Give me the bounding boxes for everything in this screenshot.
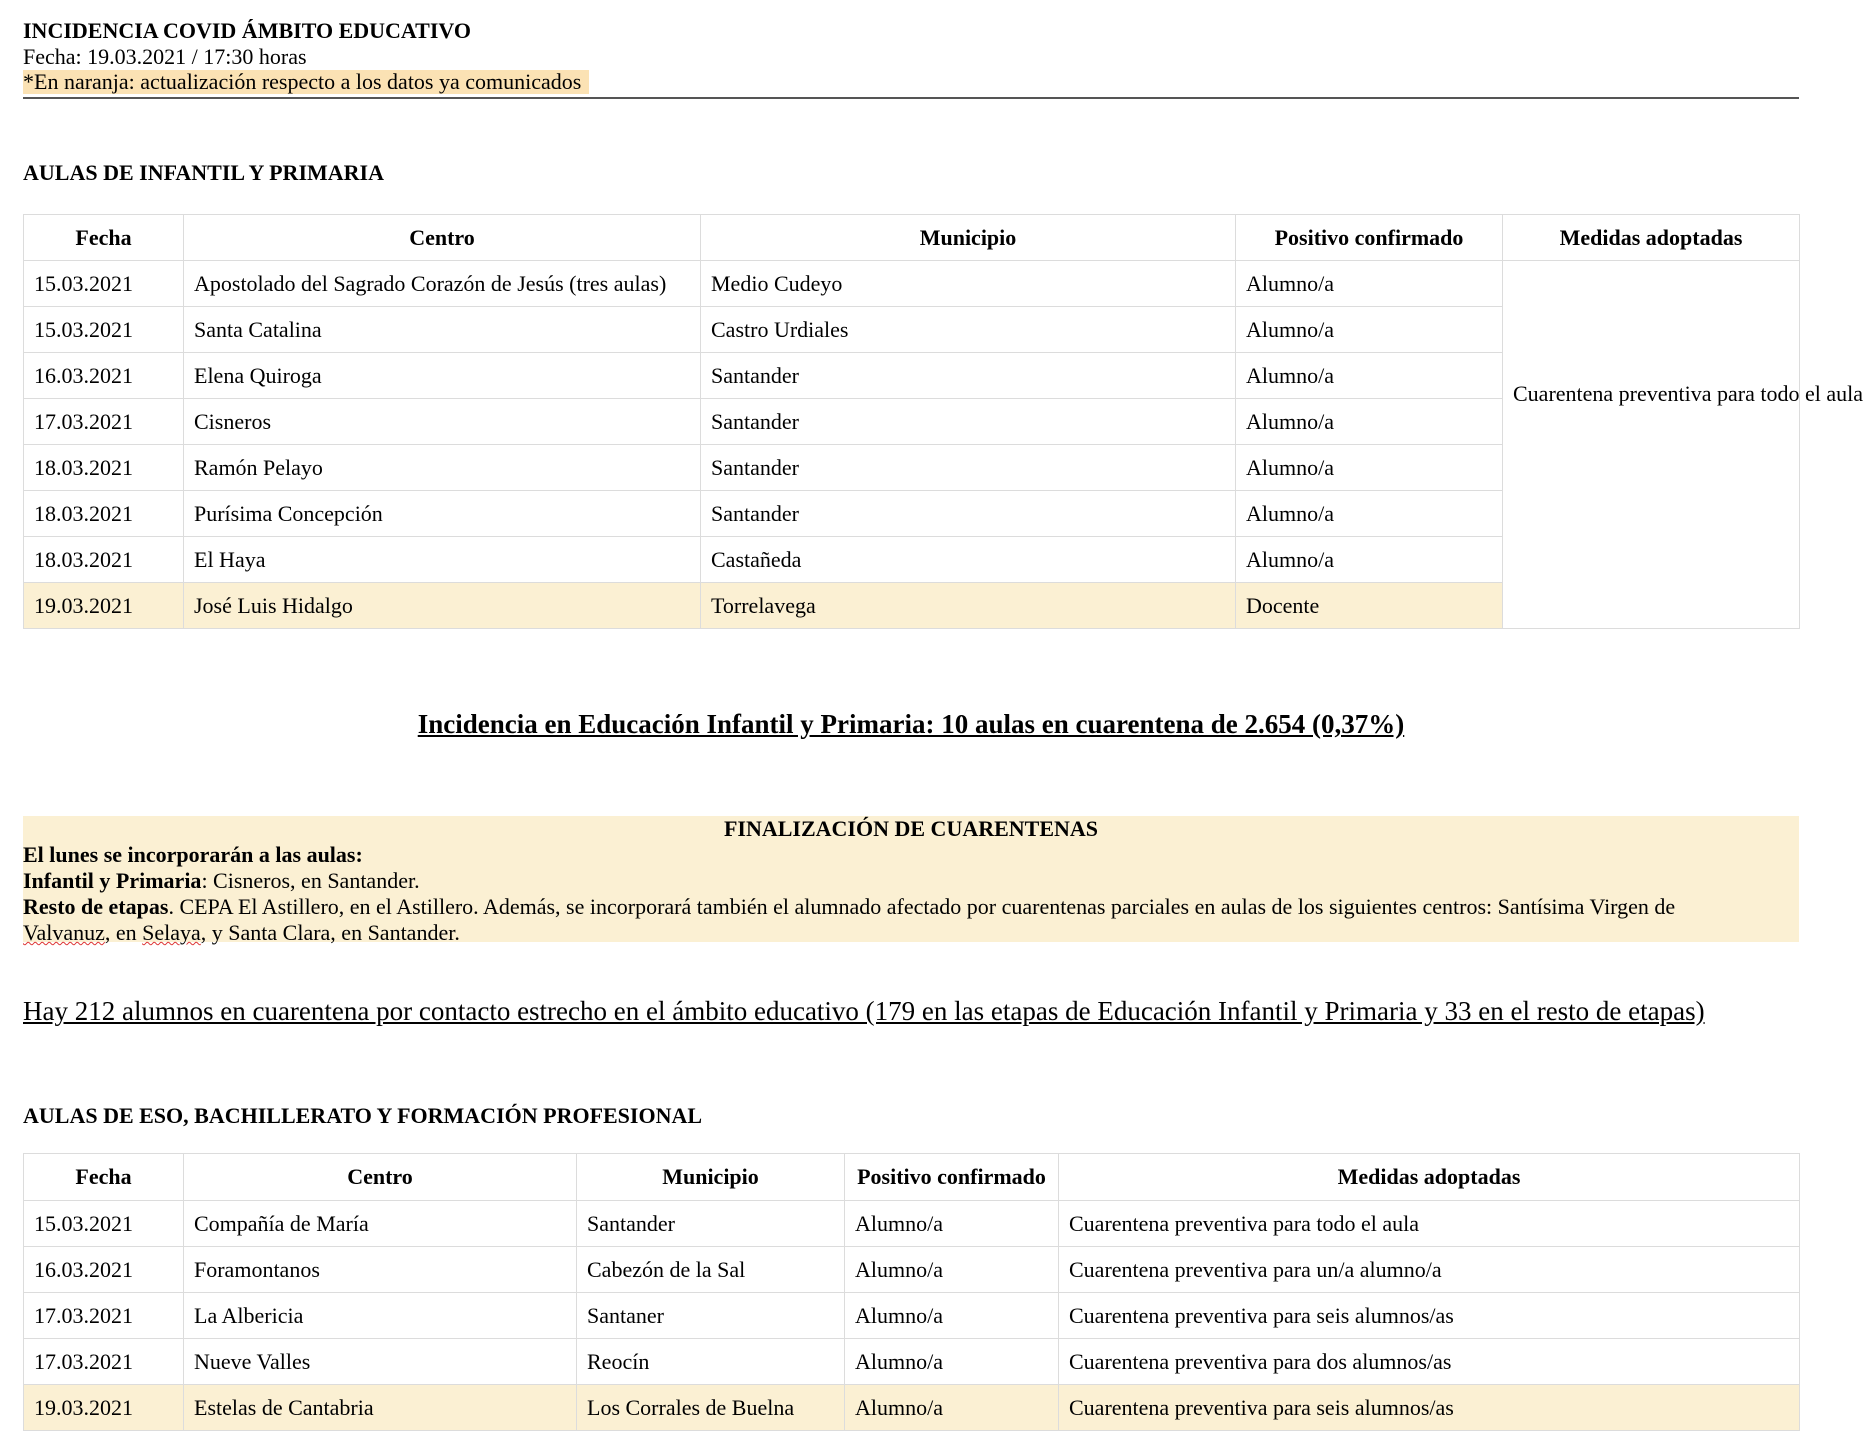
col-header-medidas: Medidas adoptadas bbox=[1059, 1154, 1800, 1201]
cell-positivo: Alumno/a bbox=[1236, 261, 1503, 307]
table-row bbox=[24, 1247, 1800, 1293]
infantil-label: Infantil y Primaria bbox=[23, 868, 202, 893]
cell-fecha: 18.03.2021 bbox=[24, 491, 184, 537]
cell-fecha: 16.03.2021 bbox=[24, 1247, 184, 1293]
col-header-positivo: Positivo confirmado bbox=[845, 1154, 1059, 1201]
resto-text-3: , y Santa Clara, en Santander. bbox=[200, 920, 460, 945]
cell-municipio: Castro Urdiales bbox=[701, 307, 1236, 353]
cell-centro: La Albericia bbox=[184, 1293, 577, 1339]
resto-text-2: , en bbox=[104, 920, 143, 945]
finalizacion-resto bbox=[23, 894, 1799, 946]
cell-municipio: Los Corrales de Buelna bbox=[577, 1385, 845, 1431]
cell-municipio: Santander bbox=[701, 353, 1236, 399]
cell-municipio: Santander bbox=[701, 491, 1236, 537]
cell-fecha: 17.03.2021 bbox=[24, 1339, 184, 1385]
table-header-row bbox=[24, 1154, 1800, 1201]
finalizacion-intro: El lunes se incorporarán a las aulas: bbox=[23, 842, 363, 867]
cell-centro: Apostolado del Sagrado Corazón de Jesús (tres aulas) bbox=[184, 261, 701, 307]
col-header-positivo: Positivo confirmado bbox=[1236, 215, 1503, 261]
cell-fecha: 19.03.2021 bbox=[24, 1385, 184, 1431]
finalizacion-infantil bbox=[23, 868, 1799, 894]
cell-positivo: Alumno/a bbox=[845, 1247, 1059, 1293]
cell-municipio: Santander bbox=[577, 1201, 845, 1247]
cell-municipio: Torrelavega bbox=[701, 583, 1236, 629]
medidas-text: Cuarentena preventiva para todo el aula bbox=[1513, 380, 1863, 406]
cell-medidas: Cuarentena preventiva para dos alumnos/as bbox=[1059, 1339, 1800, 1385]
cell-positivo: Alumno/a bbox=[1236, 491, 1503, 537]
table-row-updated bbox=[24, 1385, 1800, 1431]
cell-municipio: Santaner bbox=[577, 1293, 845, 1339]
cell-positivo: Alumno/a bbox=[845, 1293, 1059, 1339]
cell-centro: Cisneros bbox=[184, 399, 701, 445]
finalizacion-title: FINALIZACIÓN DE CUARENTENAS bbox=[723, 816, 1099, 841]
document-date: Fecha: 19.03.2021 / 17:30 horas bbox=[23, 44, 307, 69]
cell-centro: Compañía de María bbox=[184, 1201, 577, 1247]
cell-centro: Elena Quiroga bbox=[184, 353, 701, 399]
update-note: *En naranja: actualización respecto a los datos ya comunicados bbox=[23, 70, 589, 94]
cell-centro: Foramontanos bbox=[184, 1247, 577, 1293]
cell-positivo: Alumno/a bbox=[845, 1339, 1059, 1385]
cell-positivo: Alumno/a bbox=[1236, 537, 1503, 583]
col-header-fecha: Fecha bbox=[24, 1154, 184, 1201]
cell-centro: Purísima Concepción bbox=[184, 491, 701, 537]
col-header-municipio: Municipio bbox=[701, 215, 1236, 261]
table-row bbox=[24, 1293, 1800, 1339]
cell-positivo: Docente bbox=[1236, 583, 1503, 629]
col-header-centro: Centro bbox=[184, 1154, 577, 1201]
table-row bbox=[24, 261, 1800, 307]
resto-word-valvanuz: Valvanuz bbox=[23, 920, 105, 945]
cell-fecha: 15.03.2021 bbox=[24, 1201, 184, 1247]
cell-positivo: Alumno/a bbox=[1236, 445, 1503, 491]
cell-municipio: Santander bbox=[701, 445, 1236, 491]
incidencia-primaria-summary bbox=[23, 706, 1799, 742]
cell-medidas: Cuarentena preventiva para seis alumnos/as bbox=[1059, 1385, 1800, 1431]
section-title-eso: AULAS DE ESO, BACHILLERATO Y FORMACIÓN PROFESIONAL bbox=[23, 1103, 703, 1128]
cell-fecha: 19.03.2021 bbox=[24, 583, 184, 629]
alumnos-summary: Hay 212 alumnos en cuarentena por contacto estrecho en el ámbito educativo (179 en las etapas de Educación Infantil y Primaria y 33 en el resto de etapas) bbox=[23, 996, 1705, 1026]
cell-centro: El Haya bbox=[184, 537, 701, 583]
cell-municipio: Cabezón de la Sal bbox=[577, 1247, 845, 1293]
cell-medidas-merged bbox=[1503, 261, 1863, 629]
cell-medidas: Cuarentena preventiva para todo el aula bbox=[1059, 1201, 1800, 1247]
col-header-medidas: Medidas adoptadas bbox=[1503, 215, 1800, 261]
cell-medidas: Cuarentena preventiva para seis alumnos/as bbox=[1059, 1293, 1800, 1339]
cell-municipio: Santander bbox=[701, 399, 1236, 445]
cell-positivo: Alumno/a bbox=[1236, 399, 1503, 445]
cell-municipio: Castañeda bbox=[701, 537, 1236, 583]
finalizacion-box bbox=[23, 816, 1799, 945]
cell-centro: José Luis Hidalgo bbox=[184, 583, 701, 629]
infantil-text: : Cisneros, en Santander. bbox=[201, 868, 420, 893]
cell-fecha: 15.03.2021 bbox=[24, 261, 184, 307]
incidencia-primaria-text: Incidencia en Educación Infantil y Primaria: 10 aulas en cuarentena de 2.654 (0,37%) bbox=[417, 709, 1405, 739]
cell-medidas: Cuarentena preventiva para un/a alumno/a bbox=[1059, 1247, 1800, 1293]
document-title: INCIDENCIA COVID ÁMBITO EDUCATIVO bbox=[23, 18, 471, 43]
table-row bbox=[24, 1339, 1800, 1385]
resto-text-1: . CEPA El Astillero, en el Astillero. Además, se incorporará también el alumnado afectado por cuarentenas parciales en aulas de los siguientes centros: Santísima Virgen de bbox=[168, 894, 1676, 919]
cell-centro: Nueve Valles bbox=[184, 1339, 577, 1385]
cell-centro: Estelas de Cantabria bbox=[184, 1385, 577, 1431]
col-header-fecha: Fecha bbox=[24, 215, 184, 261]
cell-municipio: Medio Cudeyo bbox=[701, 261, 1236, 307]
cell-positivo: Alumno/a bbox=[1236, 307, 1503, 353]
cell-positivo: Alumno/a bbox=[845, 1201, 1059, 1247]
cell-fecha: 18.03.2021 bbox=[24, 537, 184, 583]
col-header-municipio: Municipio bbox=[577, 1154, 845, 1201]
cell-positivo: Alumno/a bbox=[1236, 353, 1503, 399]
primaria-table bbox=[23, 214, 1863, 629]
cell-fecha: 17.03.2021 bbox=[24, 1293, 184, 1339]
cell-fecha: 18.03.2021 bbox=[24, 445, 184, 491]
section-title-primaria: AULAS DE INFANTIL Y PRIMARIA bbox=[23, 160, 384, 185]
table-row bbox=[24, 1201, 1800, 1247]
header-divider bbox=[23, 97, 1799, 99]
cell-municipio: Reocín bbox=[577, 1339, 845, 1385]
cell-positivo: Alumno/a bbox=[845, 1385, 1059, 1431]
resto-word-selaya: Selaya bbox=[142, 920, 201, 945]
eso-table bbox=[23, 1153, 1800, 1431]
resto-label: Resto de etapas bbox=[23, 894, 169, 919]
cell-fecha: 15.03.2021 bbox=[24, 307, 184, 353]
cell-centro: Santa Catalina bbox=[184, 307, 701, 353]
cell-fecha: 16.03.2021 bbox=[24, 353, 184, 399]
table-header-row bbox=[24, 215, 1800, 261]
col-header-centro: Centro bbox=[184, 215, 701, 261]
cell-centro: Ramón Pelayo bbox=[184, 445, 701, 491]
cell-fecha: 17.03.2021 bbox=[24, 399, 184, 445]
